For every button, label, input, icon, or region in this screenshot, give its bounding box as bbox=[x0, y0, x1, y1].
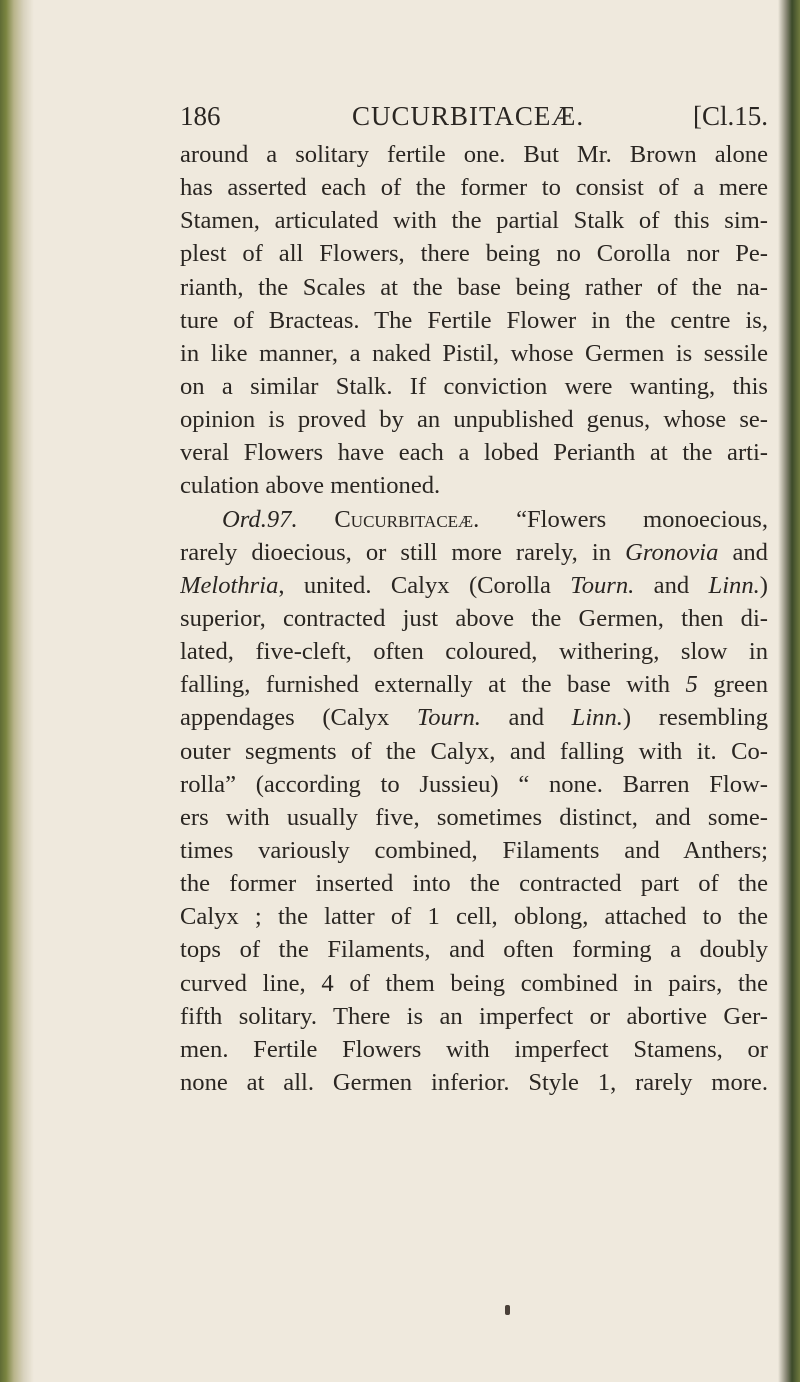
text-line: lated, five-cleft, often coloured, withering, slow in bbox=[180, 638, 768, 666]
number-italic: 5 bbox=[685, 671, 698, 699]
text-fragment: ) resembling bbox=[622, 704, 768, 732]
genus-name: Melothria bbox=[180, 571, 279, 599]
author-abbrev: Linn. bbox=[571, 704, 623, 732]
text-line bbox=[180, 701, 768, 734]
text-line: has asserted each of the former to consist of a mere bbox=[180, 174, 768, 202]
text-line: culation above mentioned. bbox=[180, 472, 441, 500]
family-name: Cucurbitaceæ. bbox=[334, 505, 480, 533]
order-heading-line bbox=[180, 503, 768, 536]
author-abbrev: Tourn. bbox=[416, 704, 481, 732]
text-line: veral Flowers have each a lobed Perianth at the arti- bbox=[180, 439, 768, 467]
text-line bbox=[180, 569, 768, 602]
text-line: curved line, 4 of them being combined in pairs, the bbox=[180, 969, 768, 997]
page-number: 186 bbox=[180, 101, 221, 131]
text-line: in like manner, a naked Pistil, whose Germen is sessile bbox=[180, 339, 768, 367]
genus-name: Gronovia bbox=[625, 538, 719, 566]
text-fragment: and bbox=[480, 704, 572, 732]
order-number: 97. bbox=[266, 505, 298, 533]
text-line: rolla” (according to Jussieu) “ none. Barren Flow- bbox=[180, 770, 768, 798]
text-line: none at all. Germen inferior. Style 1, rarely more. bbox=[180, 1068, 768, 1096]
text-line: superior, contracted just above the Germen, then di- bbox=[180, 604, 768, 632]
text-line: ture of Bracteas. The Fertile Flower in the centre is, bbox=[180, 306, 768, 334]
text-line: fifth solitary. There is an imperfect or abortive Ger- bbox=[180, 1002, 768, 1030]
text-fragment: ) bbox=[759, 571, 768, 599]
text-line: around a solitary fertile one. But Mr. Brown alone bbox=[180, 141, 768, 168]
text-line: opinion is proved by an unpublished genus, whose se- bbox=[180, 406, 768, 434]
text-fragment: and bbox=[718, 538, 768, 566]
text-line: ers with usually five, sometimes distinct, and some- bbox=[180, 803, 768, 831]
text-line: on a similar Stalk. If conviction were wanting, this bbox=[180, 372, 768, 400]
class-marker: [Cl.15. bbox=[692, 101, 768, 131]
text-line: plest of all Flowers, there being no Corolla nor Pe- bbox=[180, 240, 768, 268]
text-line: outer segments of the Calyx, and falling with it. Co- bbox=[180, 737, 768, 765]
order-label: Ord. bbox=[222, 505, 267, 533]
running-header bbox=[180, 96, 768, 136]
text-line bbox=[180, 536, 768, 569]
text-fragment: , united. Calyx (Corolla bbox=[278, 571, 571, 599]
text-line: Calyx ; the latter of 1 cell, oblong, attached to the bbox=[180, 903, 768, 931]
text-line bbox=[180, 668, 768, 701]
text-line: rianth, the Scales at the base being rather of the na- bbox=[180, 273, 768, 301]
text-fragment: “Flowers monoecious, bbox=[479, 505, 768, 533]
author-abbrev: Tourn. bbox=[570, 571, 635, 599]
text-line: Stamen, articulated with the partial Stalk of this sim- bbox=[180, 207, 768, 235]
text-fragment: appendages (Calyx bbox=[180, 704, 417, 732]
text-fragment: falling, furnished externally at the base with bbox=[180, 671, 686, 699]
text-fragment: and bbox=[634, 571, 709, 599]
body-text bbox=[180, 138, 768, 1099]
running-title: CUCURBITACEÆ. bbox=[352, 101, 585, 131]
text-line: the former inserted into the contracted part of the bbox=[180, 870, 768, 898]
text-fragment: rarely dioecious, or still more rarely, in bbox=[180, 538, 626, 566]
text-line: tops of the Filaments, and often forming a doubly bbox=[180, 936, 768, 964]
text-line: men. Fertile Flowers with imperfect Stamens, or bbox=[180, 1035, 768, 1063]
text-line: times variously combined, Filaments and Anthers; bbox=[180, 836, 768, 864]
ink-mark bbox=[505, 1305, 510, 1315]
author-abbrev: Linn. bbox=[708, 571, 760, 599]
text-fragment: green bbox=[697, 671, 768, 699]
